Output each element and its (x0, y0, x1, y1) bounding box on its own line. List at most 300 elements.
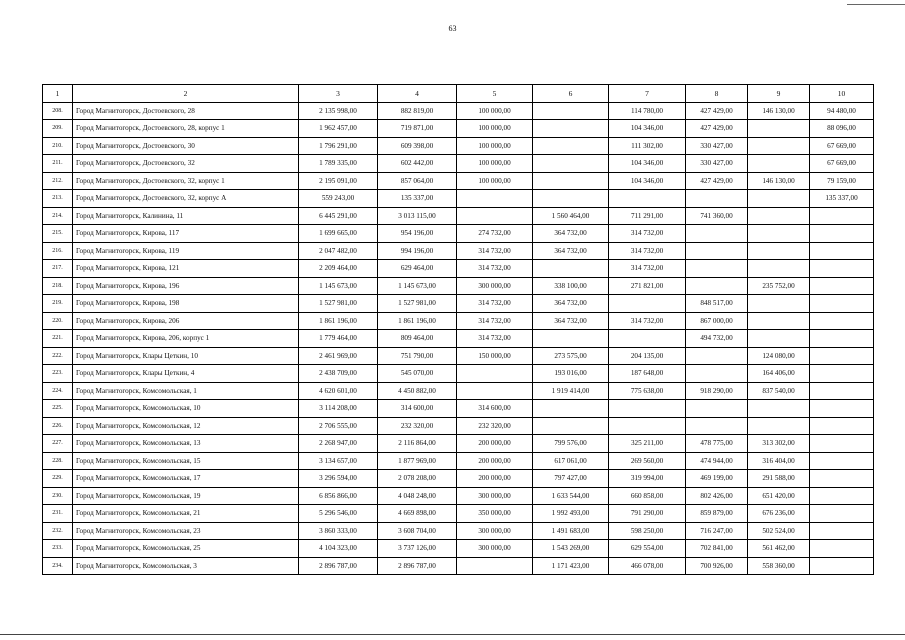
value-col-8-cell: 330 427,00 (686, 137, 748, 155)
value-col-4-cell: 857 064,00 (378, 172, 457, 190)
value-col-4-cell: 4 669 898,00 (378, 505, 457, 523)
value-col-6-cell (533, 155, 609, 173)
value-col-3-cell: 1 145 673,00 (299, 277, 378, 295)
value-col-9-cell: 146 130,00 (748, 102, 810, 120)
table-row (43, 487, 874, 505)
value-col-7-cell: 711 291,00 (609, 207, 686, 225)
value-col-9-cell: 291 588,00 (748, 470, 810, 488)
value-col-10-cell: 67 669,00 (810, 155, 874, 173)
column-header: 9 (748, 85, 810, 103)
row-number-cell: 232. (43, 522, 73, 540)
value-col-4-cell: 1 877 969,00 (378, 452, 457, 470)
value-col-6-cell: 1 543 269,00 (533, 540, 609, 558)
value-col-10-cell (810, 487, 874, 505)
value-col-3-cell: 2 461 969,00 (299, 347, 378, 365)
value-col-9-cell: 235 752,00 (748, 277, 810, 295)
value-col-10-cell (810, 365, 874, 383)
value-col-4-cell: 4 450 882,00 (378, 382, 457, 400)
value-col-6-cell: 617 061,00 (533, 452, 609, 470)
value-col-9-cell: 124 080,00 (748, 347, 810, 365)
value-col-4-cell: 314 600,00 (378, 400, 457, 418)
value-col-3-cell: 1 962 457,00 (299, 120, 378, 138)
value-col-8-cell (686, 365, 748, 383)
value-col-10-cell (810, 382, 874, 400)
address-cell: Город Магнитогорск, Клары Цеткин, 4 (73, 365, 299, 383)
row-number-cell: 213. (43, 190, 73, 208)
value-col-5-cell: 200 000,00 (457, 470, 533, 488)
table-row (43, 505, 874, 523)
table-row (43, 522, 874, 540)
row-number-cell: 221. (43, 330, 73, 348)
table-row (43, 382, 874, 400)
value-col-3-cell: 5 296 546,00 (299, 505, 378, 523)
column-header: 10 (810, 85, 874, 103)
value-col-6-cell: 364 732,00 (533, 312, 609, 330)
value-col-8-cell (686, 417, 748, 435)
value-col-4-cell: 2 896 787,00 (378, 557, 457, 575)
table-body (43, 102, 874, 575)
value-col-5-cell: 100 000,00 (457, 172, 533, 190)
value-col-8-cell: 741 360,00 (686, 207, 748, 225)
value-col-4-cell: 2 116 864,00 (378, 435, 457, 453)
value-col-3-cell: 2 047 482,00 (299, 242, 378, 260)
column-header: 2 (73, 85, 299, 103)
row-number-cell: 217. (43, 260, 73, 278)
value-col-7-cell: 104 346,00 (609, 155, 686, 173)
value-col-9-cell (748, 155, 810, 173)
value-col-3-cell: 3 296 594,00 (299, 470, 378, 488)
data-table (42, 84, 874, 575)
value-col-7-cell: 660 858,00 (609, 487, 686, 505)
row-number-cell: 214. (43, 207, 73, 225)
value-col-4-cell: 1 861 196,00 (378, 312, 457, 330)
value-col-9-cell (748, 137, 810, 155)
address-cell: Город Магнитогорск, Комсомольская, 13 (73, 435, 299, 453)
value-col-9-cell: 561 462,00 (748, 540, 810, 558)
address-cell: Город Магнитогорск, Комсомольская, 1 (73, 382, 299, 400)
value-col-7-cell: 271 821,00 (609, 277, 686, 295)
value-col-6-cell: 364 732,00 (533, 242, 609, 260)
value-col-4-cell: 719 871,00 (378, 120, 457, 138)
address-cell: Город Магнитогорск, Кирова, 117 (73, 225, 299, 243)
value-col-3-cell: 1 699 665,00 (299, 225, 378, 243)
value-col-3-cell: 2 135 998,00 (299, 102, 378, 120)
value-col-9-cell (748, 400, 810, 418)
value-col-8-cell (686, 400, 748, 418)
table-row (43, 540, 874, 558)
value-col-8-cell: 494 732,00 (686, 330, 748, 348)
value-col-7-cell: 104 346,00 (609, 120, 686, 138)
value-col-4-cell: 954 196,00 (378, 225, 457, 243)
table-row (43, 330, 874, 348)
value-col-10-cell: 79 159,00 (810, 172, 874, 190)
value-col-7-cell: 325 211,00 (609, 435, 686, 453)
row-number-cell: 218. (43, 277, 73, 295)
address-cell: Город Магнитогорск, Достоевского, 30 (73, 137, 299, 155)
value-col-5-cell (457, 207, 533, 225)
value-col-9-cell (748, 190, 810, 208)
value-col-7-cell: 775 638,00 (609, 382, 686, 400)
value-col-8-cell: 918 290,00 (686, 382, 748, 400)
value-col-5-cell (457, 557, 533, 575)
value-col-5-cell (457, 382, 533, 400)
value-col-4-cell: 882 819,00 (378, 102, 457, 120)
value-col-8-cell: 474 944,00 (686, 452, 748, 470)
table-row (43, 172, 874, 190)
value-col-5-cell: 300 000,00 (457, 487, 533, 505)
value-col-10-cell (810, 452, 874, 470)
value-col-7-cell: 791 290,00 (609, 505, 686, 523)
address-cell: Город Магнитогорск, Комсомольская, 21 (73, 505, 299, 523)
value-col-3-cell: 6 445 291,00 (299, 207, 378, 225)
value-col-6-cell: 1 560 464,00 (533, 207, 609, 225)
value-col-6-cell: 1 919 414,00 (533, 382, 609, 400)
value-col-5-cell (457, 190, 533, 208)
value-col-10-cell: 135 337,00 (810, 190, 874, 208)
value-col-5-cell: 300 000,00 (457, 277, 533, 295)
value-col-4-cell: 2 078 208,00 (378, 470, 457, 488)
column-header: 4 (378, 85, 457, 103)
value-col-6-cell (533, 400, 609, 418)
address-cell: Город Магнитогорск, Достоевского, 32 (73, 155, 299, 173)
value-col-7-cell: 314 732,00 (609, 225, 686, 243)
value-col-10-cell (810, 540, 874, 558)
value-col-3-cell: 4 620 601,00 (299, 382, 378, 400)
value-col-4-cell: 809 464,00 (378, 330, 457, 348)
value-col-9-cell (748, 330, 810, 348)
row-number-cell: 233. (43, 540, 73, 558)
row-number-cell: 208. (43, 102, 73, 120)
column-header: 1 (43, 85, 73, 103)
value-col-5-cell: 314 600,00 (457, 400, 533, 418)
value-col-10-cell (810, 330, 874, 348)
value-col-3-cell: 2 438 709,00 (299, 365, 378, 383)
value-col-3-cell: 1 861 196,00 (299, 312, 378, 330)
value-col-8-cell: 859 879,00 (686, 505, 748, 523)
row-number-cell: 210. (43, 137, 73, 155)
row-number-cell: 209. (43, 120, 73, 138)
value-col-5-cell (457, 365, 533, 383)
table-row (43, 242, 874, 260)
value-col-4-cell: 232 320,00 (378, 417, 457, 435)
value-col-4-cell: 3 737 126,00 (378, 540, 457, 558)
value-col-7-cell: 598 250,00 (609, 522, 686, 540)
value-col-6-cell: 1 171 423,00 (533, 557, 609, 575)
value-col-8-cell: 867 000,00 (686, 312, 748, 330)
table-row (43, 155, 874, 173)
value-col-4-cell: 994 196,00 (378, 242, 457, 260)
value-col-4-cell: 1 145 673,00 (378, 277, 457, 295)
value-col-9-cell: 502 524,00 (748, 522, 810, 540)
value-col-8-cell: 469 199,00 (686, 470, 748, 488)
value-col-4-cell: 1 527 981,00 (378, 295, 457, 313)
value-col-9-cell: 558 360,00 (748, 557, 810, 575)
row-number-cell: 228. (43, 452, 73, 470)
value-col-9-cell: 313 302,00 (748, 435, 810, 453)
value-col-6-cell: 1 633 544,00 (533, 487, 609, 505)
value-col-10-cell (810, 417, 874, 435)
table-row (43, 295, 874, 313)
address-cell: Город Магнитогорск, Комсомольская, 3 (73, 557, 299, 575)
value-col-5-cell: 100 000,00 (457, 120, 533, 138)
value-col-5-cell: 200 000,00 (457, 435, 533, 453)
value-col-9-cell: 164 406,00 (748, 365, 810, 383)
column-header: 7 (609, 85, 686, 103)
column-header: 3 (299, 85, 378, 103)
value-col-9-cell (748, 207, 810, 225)
table-row (43, 417, 874, 435)
row-number-cell: 223. (43, 365, 73, 383)
value-col-5-cell: 150 000,00 (457, 347, 533, 365)
value-col-3-cell: 1 527 981,00 (299, 295, 378, 313)
value-col-8-cell (686, 260, 748, 278)
table-row (43, 347, 874, 365)
value-col-9-cell: 316 404,00 (748, 452, 810, 470)
value-col-8-cell: 427 429,00 (686, 120, 748, 138)
value-col-10-cell (810, 295, 874, 313)
table-row (43, 225, 874, 243)
value-col-3-cell: 2 195 091,00 (299, 172, 378, 190)
value-col-7-cell: 314 732,00 (609, 312, 686, 330)
value-col-4-cell: 4 048 248,00 (378, 487, 457, 505)
row-number-cell: 234. (43, 557, 73, 575)
value-col-10-cell (810, 435, 874, 453)
value-col-3-cell: 2 209 464,00 (299, 260, 378, 278)
value-col-6-cell (533, 120, 609, 138)
value-col-5-cell: 314 732,00 (457, 312, 533, 330)
row-number-cell: 226. (43, 417, 73, 435)
value-col-8-cell (686, 347, 748, 365)
value-col-6-cell (533, 172, 609, 190)
top-right-rule (847, 4, 905, 5)
value-col-7-cell: 111 302,00 (609, 137, 686, 155)
row-number-cell: 220. (43, 312, 73, 330)
row-number-cell: 215. (43, 225, 73, 243)
value-col-5-cell: 200 000,00 (457, 452, 533, 470)
address-cell: Город Магнитогорск, Комсомольская, 17 (73, 470, 299, 488)
value-col-3-cell: 3 860 333,00 (299, 522, 378, 540)
row-number-cell: 231. (43, 505, 73, 523)
table-row (43, 277, 874, 295)
value-col-5-cell: 300 000,00 (457, 540, 533, 558)
value-col-3-cell: 4 104 323,00 (299, 540, 378, 558)
value-col-5-cell: 350 000,00 (457, 505, 533, 523)
value-col-6-cell (533, 190, 609, 208)
value-col-4-cell: 545 070,00 (378, 365, 457, 383)
table-row (43, 435, 874, 453)
address-cell: Город Магнитогорск, Комсомольская, 12 (73, 417, 299, 435)
value-col-9-cell (748, 260, 810, 278)
value-col-9-cell: 837 540,00 (748, 382, 810, 400)
value-col-6-cell: 193 016,00 (533, 365, 609, 383)
value-col-9-cell (748, 242, 810, 260)
value-col-8-cell (686, 190, 748, 208)
value-col-6-cell: 364 732,00 (533, 295, 609, 313)
value-col-8-cell: 848 517,00 (686, 295, 748, 313)
value-col-10-cell: 94 480,00 (810, 102, 874, 120)
value-col-4-cell: 3 013 115,00 (378, 207, 457, 225)
value-col-8-cell: 702 841,00 (686, 540, 748, 558)
table-row (43, 470, 874, 488)
value-col-10-cell (810, 260, 874, 278)
value-col-10-cell (810, 312, 874, 330)
address-cell: Город Магнитогорск, Комсомольская, 19 (73, 487, 299, 505)
value-col-6-cell: 1 491 683,00 (533, 522, 609, 540)
row-number-cell: 225. (43, 400, 73, 418)
table-row (43, 190, 874, 208)
address-cell: Город Магнитогорск, Комсомольская, 10 (73, 400, 299, 418)
table-row (43, 260, 874, 278)
value-col-4-cell: 135 337,00 (378, 190, 457, 208)
row-number-cell: 211. (43, 155, 73, 173)
value-col-10-cell: 88 096,00 (810, 120, 874, 138)
value-col-7-cell: 187 648,00 (609, 365, 686, 383)
table-row (43, 400, 874, 418)
address-cell: Город Магнитогорск, Комсомольская, 23 (73, 522, 299, 540)
value-col-5-cell: 300 000,00 (457, 522, 533, 540)
value-col-3-cell: 1 789 335,00 (299, 155, 378, 173)
address-cell: Город Магнитогорск, Достоевского, 32, корпус А (73, 190, 299, 208)
row-number-cell: 219. (43, 295, 73, 313)
address-cell: Город Магнитогорск, Достоевского, 32, корпус 1 (73, 172, 299, 190)
value-col-9-cell (748, 295, 810, 313)
table-row (43, 365, 874, 383)
value-col-7-cell (609, 190, 686, 208)
value-col-5-cell: 314 732,00 (457, 242, 533, 260)
value-col-3-cell: 3 134 657,00 (299, 452, 378, 470)
value-col-4-cell: 629 464,00 (378, 260, 457, 278)
value-col-5-cell: 314 732,00 (457, 260, 533, 278)
value-col-10-cell (810, 225, 874, 243)
bottom-rule (0, 634, 905, 635)
value-col-6-cell (533, 102, 609, 120)
value-col-4-cell: 751 790,00 (378, 347, 457, 365)
value-col-7-cell (609, 400, 686, 418)
table-row (43, 102, 874, 120)
row-number-cell: 216. (43, 242, 73, 260)
value-col-7-cell: 269 560,00 (609, 452, 686, 470)
value-col-7-cell (609, 330, 686, 348)
value-col-7-cell: 314 732,00 (609, 242, 686, 260)
value-col-7-cell: 114 780,00 (609, 102, 686, 120)
value-col-8-cell: 427 429,00 (686, 102, 748, 120)
value-col-9-cell (748, 225, 810, 243)
value-col-5-cell: 100 000,00 (457, 155, 533, 173)
value-col-8-cell: 330 427,00 (686, 155, 748, 173)
value-col-5-cell: 314 732,00 (457, 330, 533, 348)
table-row (43, 207, 874, 225)
table-row (43, 137, 874, 155)
address-cell: Город Магнитогорск, Кирова, 198 (73, 295, 299, 313)
address-cell: Город Магнитогорск, Комсомольская, 25 (73, 540, 299, 558)
value-col-8-cell: 802 426,00 (686, 487, 748, 505)
address-cell: Город Магнитогорск, Кирова, 206, корпус 1 (73, 330, 299, 348)
table-header-row (43, 85, 874, 103)
value-col-5-cell: 314 732,00 (457, 295, 533, 313)
value-col-6-cell: 797 427,00 (533, 470, 609, 488)
value-col-10-cell (810, 207, 874, 225)
value-col-4-cell: 602 442,00 (378, 155, 457, 173)
table-row (43, 557, 874, 575)
value-col-6-cell: 1 992 493,00 (533, 505, 609, 523)
value-col-6-cell: 338 100,00 (533, 277, 609, 295)
value-col-3-cell: 1 796 291,00 (299, 137, 378, 155)
value-col-6-cell: 799 576,00 (533, 435, 609, 453)
value-col-9-cell (748, 312, 810, 330)
column-header: 6 (533, 85, 609, 103)
value-col-10-cell (810, 277, 874, 295)
value-col-4-cell: 609 398,00 (378, 137, 457, 155)
table-row (43, 120, 874, 138)
table-row (43, 452, 874, 470)
value-col-8-cell (686, 277, 748, 295)
value-col-10-cell (810, 557, 874, 575)
column-header: 8 (686, 85, 748, 103)
value-col-8-cell (686, 242, 748, 260)
value-col-9-cell: 676 236,00 (748, 505, 810, 523)
value-col-3-cell: 3 114 208,00 (299, 400, 378, 418)
row-number-cell: 212. (43, 172, 73, 190)
value-col-7-cell (609, 417, 686, 435)
value-col-3-cell: 2 896 787,00 (299, 557, 378, 575)
value-col-8-cell: 478 775,00 (686, 435, 748, 453)
value-col-9-cell (748, 417, 810, 435)
value-col-5-cell: 232 320,00 (457, 417, 533, 435)
value-col-5-cell: 274 732,00 (457, 225, 533, 243)
value-col-7-cell: 104 346,00 (609, 172, 686, 190)
value-col-6-cell: 273 575,00 (533, 347, 609, 365)
address-cell: Город Магнитогорск, Клары Цеткин, 10 (73, 347, 299, 365)
address-cell: Город Магнитогорск, Кирова, 119 (73, 242, 299, 260)
address-cell: Город Магнитогорск, Кирова, 206 (73, 312, 299, 330)
value-col-8-cell: 716 247,00 (686, 522, 748, 540)
value-col-9-cell (748, 120, 810, 138)
value-col-6-cell (533, 417, 609, 435)
table-row (43, 312, 874, 330)
row-number-cell: 222. (43, 347, 73, 365)
value-col-7-cell: 466 078,00 (609, 557, 686, 575)
address-cell: Город Магнитогорск, Калинина, 11 (73, 207, 299, 225)
address-cell: Город Магнитогорск, Достоевского, 28 (73, 102, 299, 120)
address-cell: Город Магнитогорск, Комсомольская, 15 (73, 452, 299, 470)
value-col-10-cell (810, 242, 874, 260)
address-cell: Город Магнитогорск, Достоевского, 28, корпус 1 (73, 120, 299, 138)
value-col-8-cell (686, 225, 748, 243)
value-col-10-cell: 67 669,00 (810, 137, 874, 155)
value-col-9-cell: 651 420,00 (748, 487, 810, 505)
value-col-3-cell: 559 243,00 (299, 190, 378, 208)
value-col-3-cell: 2 706 555,00 (299, 417, 378, 435)
value-col-10-cell (810, 505, 874, 523)
row-number-cell: 224. (43, 382, 73, 400)
value-col-8-cell: 700 926,00 (686, 557, 748, 575)
column-header: 5 (457, 85, 533, 103)
value-col-10-cell (810, 347, 874, 365)
value-col-4-cell: 3 608 704,00 (378, 522, 457, 540)
row-number-cell: 227. (43, 435, 73, 453)
address-cell: Город Магнитогорск, Кирова, 196 (73, 277, 299, 295)
value-col-6-cell (533, 260, 609, 278)
value-col-8-cell: 427 429,00 (686, 172, 748, 190)
value-col-5-cell: 100 000,00 (457, 137, 533, 155)
value-col-3-cell: 2 268 947,00 (299, 435, 378, 453)
value-col-3-cell: 1 779 464,00 (299, 330, 378, 348)
value-col-7-cell: 319 994,00 (609, 470, 686, 488)
value-col-6-cell (533, 137, 609, 155)
value-col-10-cell (810, 400, 874, 418)
value-col-6-cell: 364 732,00 (533, 225, 609, 243)
value-col-5-cell: 100 000,00 (457, 102, 533, 120)
